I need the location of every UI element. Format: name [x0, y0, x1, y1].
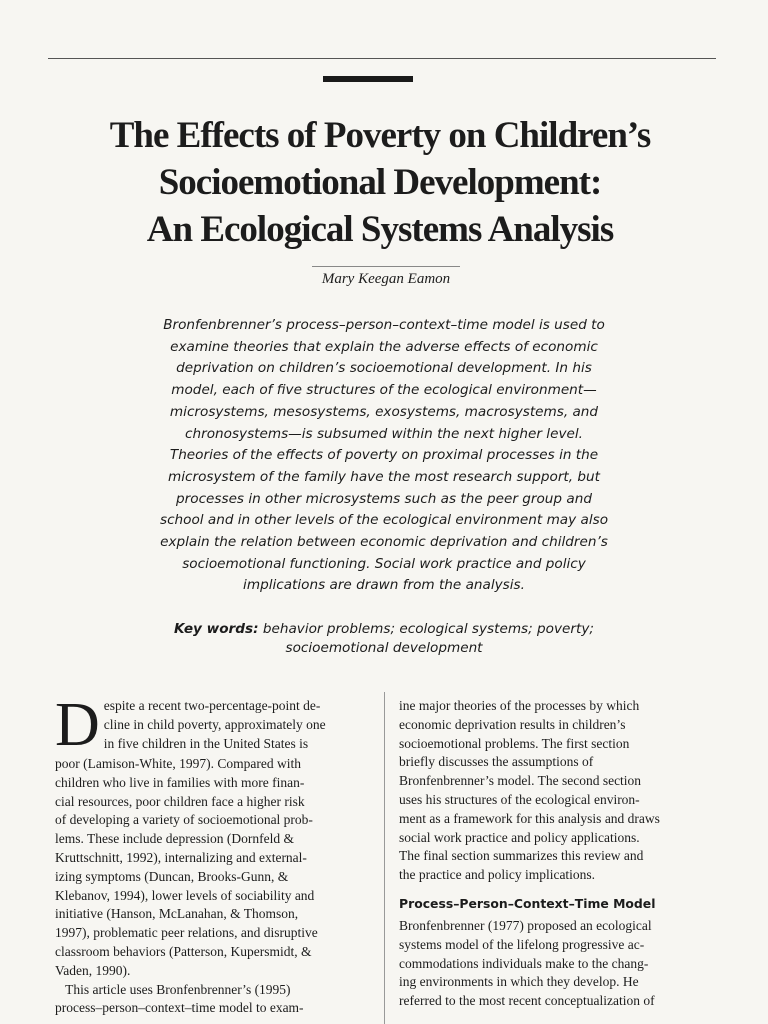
keywords-text: socioemotional development: [285, 640, 483, 656]
abstract-line: deprivation on children’s socioemotional development. In his: [176, 360, 592, 377]
keywords-line: [132, 620, 636, 639]
keywords-text: behavior problems; ecological systems; poverty;: [262, 621, 594, 637]
body-line: The final section summarizes this review and: [399, 848, 644, 864]
body-line: systems model of the lifelong progressive ac-: [399, 936, 645, 952]
body-line: Klebanov, 1994), lower levels of sociability and: [55, 887, 315, 903]
body-line: Kruttschnitt, 1992), internalizing and external-: [55, 849, 307, 865]
abstract-line: chronosystems—is subsumed within the next higher level.: [185, 425, 583, 442]
body-line: briefly discusses the assumptions of: [399, 754, 594, 770]
right-column: [399, 697, 717, 1011]
body-line: referred to the most recent conceptualization of: [399, 993, 655, 1009]
abstract-line: socioemotional functioning. Social work practice and policy: [182, 555, 586, 572]
abstract-line: Theories of the effects of poverty on proximal processes in the: [169, 447, 599, 464]
body-line: process–person–context–time model to exam-: [55, 1000, 304, 1016]
abstract-line: model, each of five structures of the ecological environment—: [171, 382, 597, 399]
column-divider: [384, 692, 385, 1024]
body-line: in five children in the United States is: [103, 735, 309, 751]
title-accent-bar: [323, 76, 413, 82]
abstract-line: explain the relation between economic deprivation and children’s: [160, 534, 608, 551]
title-line: An Ecological Systems Analysis: [146, 209, 614, 250]
body-line: ing environments in which they develop. He: [399, 974, 639, 990]
body-line: cline in child poverty, approximately one: [103, 716, 326, 732]
article-title: [60, 112, 700, 253]
body-line: This article uses Bronfenbrenner’s (1995): [55, 981, 291, 997]
abstract-line: microsystems, mesosystems, exosystems, macrosystems, and: [169, 403, 599, 420]
body-line: ment as a framework for this analysis and draws: [399, 810, 660, 826]
abstract-line: processes in other microsystems such as the peer group and: [176, 490, 592, 507]
body-line: classroom behaviors (Patterson, Kupersmidt, &: [55, 943, 312, 959]
body-line: 1997), problematic peer relations, and disruptive: [55, 925, 318, 941]
body-line: social work practice and policy applications.: [399, 829, 640, 845]
body-line: Vaden, 1990).: [55, 962, 131, 978]
body-line: lems. These include depression (Dornfeld &: [55, 831, 294, 847]
title-line: The Effects of Poverty on Children’s: [109, 115, 651, 156]
author-name: Mary Keegan Eamon: [321, 271, 451, 287]
top-rule: [48, 58, 716, 59]
body-line: initiative (Hanson, McLanahan, & Thomson,: [55, 906, 299, 922]
body-line: commodations individuals make to the chang-: [399, 955, 649, 971]
body-line: cial resources, poor children face a higher risk: [55, 793, 305, 809]
abstract-line: microsystem of the family have the most research support, but: [168, 468, 600, 485]
body-line: izing symptoms (Duncan, Brooks-Gunn, &: [55, 868, 289, 884]
body-line: uses his structures of the ecological environ-: [399, 791, 640, 807]
abstract: [132, 315, 636, 597]
body-line: Bronfenbrenner’s model. The second section: [399, 773, 642, 789]
body-line: espite a recent two-percentage-point de-: [103, 698, 321, 713]
body-line: children who live in families with more finan-: [55, 774, 305, 790]
body-line: socioemotional problems. The first section: [399, 735, 630, 751]
body-line: ine major theories of the processes by which: [399, 698, 640, 713]
body-line: poor (Lamison-White, 1997). Compared with: [55, 756, 301, 771]
keywords: [132, 620, 636, 658]
abstract-line: examine theories that explain the adverse effects of economic: [170, 338, 598, 355]
keywords-label: Key words:: [174, 621, 259, 637]
body-line: Bronfenbrenner (1977) proposed an ecological: [399, 917, 652, 933]
abstract-line: school and in other levels of the ecological environment may also: [159, 512, 609, 529]
abstract-line: implications are drawn from the analysis.: [243, 577, 525, 594]
section-heading: Process–Person–Context–Time Model: [399, 895, 656, 911]
drop-cap: D: [55, 691, 100, 759]
author-rule: [312, 266, 460, 267]
body-line: the practice and policy implications.: [399, 867, 596, 883]
left-column: [55, 691, 370, 1018]
body-line: economic deprivation results in children’s: [399, 716, 626, 732]
abstract-line: Bronfenbrenner’s process–person–context–time model is used to: [163, 317, 605, 333]
body-line: of developing a variety of socioemotional prob-: [55, 812, 313, 828]
title-line: Socioemotional Development:: [158, 162, 602, 203]
